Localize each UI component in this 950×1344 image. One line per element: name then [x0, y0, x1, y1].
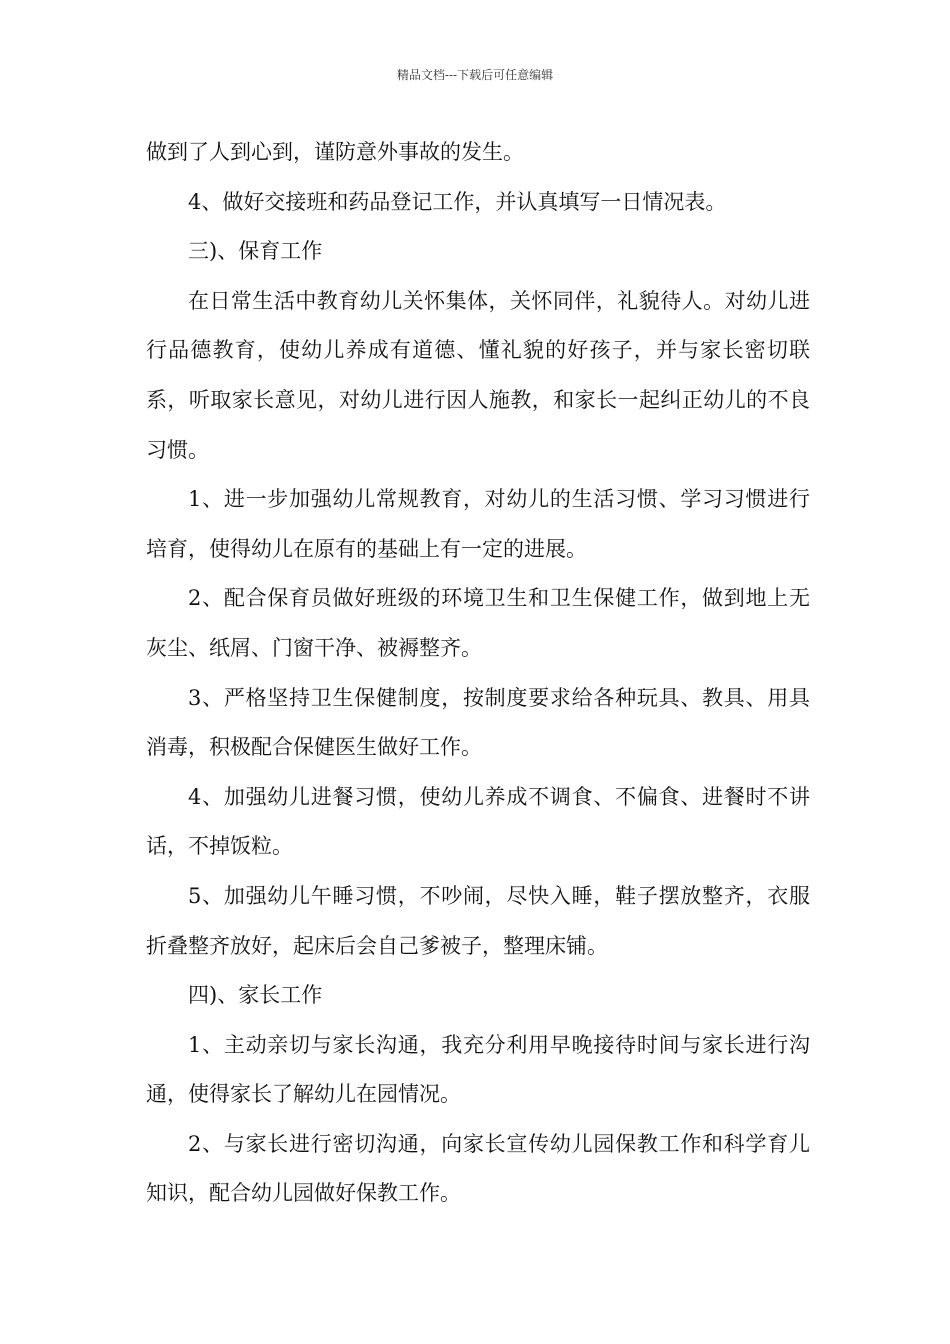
paragraph-item-1-communication: 1、主动亲切与家长沟通，我充分利用早晚接待时间与家长进行沟通，使得家长了解幼儿在园情况。: [146, 1032, 810, 1107]
paragraph-item-2-promotion: 2、与家长进行密切沟通，向家长宣传幼儿园保教工作和科学育儿知识，配合幼儿园做好保教工作。: [146, 1131, 810, 1206]
paragraph-childcare-intro: 在日常生活中教育幼儿关怀集体，关怀同伴，礼貌待人。对幼儿进行品德教育，使幼儿养成有道德、懂礼貌的好孩子，并与家长密切联系，听取家长意见，对幼儿进行因人施教，和家长一起纠正幼儿的不良习惯。: [146, 288, 810, 462]
paragraph-continuation: 做到了人到心到，谨防意外事故的发生。: [146, 140, 524, 164]
section-heading-childcare: 三)、保育工作: [188, 239, 323, 264]
paragraph-item-4-meals: 4、加强幼儿进餐习惯，使幼儿养成不调食、不偏食、进餐时不讲话，不掉饭粒。: [146, 784, 810, 859]
paragraph-item-2-hygiene: 2、配合保育员做好班级的环境卫生和卫生保健工作，做到地上无灰尘、纸屑、门窗干净、被褥整齐。: [146, 586, 810, 660]
page-header: 精品文档---下载后可任意编辑: [396, 68, 554, 82]
paragraph-item-1-routine: 1、进一步加强幼儿常规教育，对幼儿的生活习惯、学习习惯进行培育，使得幼儿在原有的基础上有一定的进展。: [146, 487, 810, 561]
document-body: [146, 128, 810, 1219]
paragraph-item-5-nap: 5、加强幼儿午睡习惯，不吵闹，尽快入睡，鞋子摆放整齐，衣服折叠整齐放好，起床后会自己爹被子，整理床铺。: [146, 883, 810, 958]
section-heading-parents: 四)、家长工作: [188, 983, 323, 1008]
paragraph-item-3-disinfection: 3、严格坚持卫生保健制度，按制度要求给各种玩具、教具、用具消毒，积极配合保健医生做好工作。: [146, 685, 810, 760]
paragraph-item-4-handover: 4、做好交接班和药品登记工作，并认真填写一日情况表。: [188, 189, 727, 214]
